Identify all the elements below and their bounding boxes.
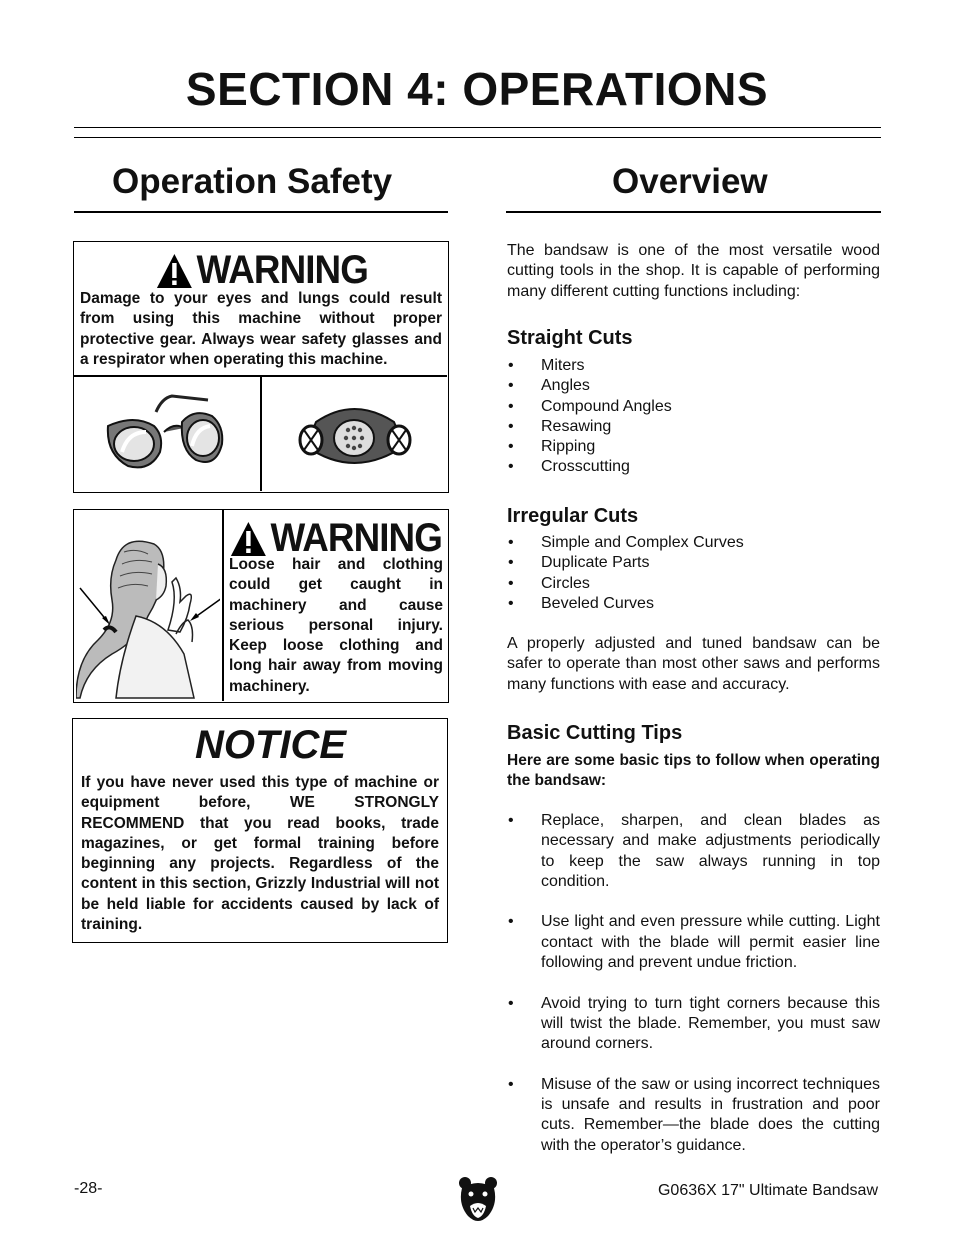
warning-title-2: WARNING bbox=[230, 516, 442, 561]
list-item: • Replace, sharpen, and clean blades as necessary and make adjustments periodically to keep the saw always running in top condition. bbox=[507, 811, 880, 892]
operation-safety-heading: Operation Safety bbox=[112, 162, 393, 201]
list-item: • Beveled Curves bbox=[507, 594, 880, 614]
adjusted-bandsaw-text: A properly adjusted and tuned bandsaw can be safer to operate than most other saws and performs many functions with ease and accuracy. bbox=[507, 635, 880, 693]
left-heading-rule bbox=[74, 211, 448, 213]
respirator-icon bbox=[296, 400, 414, 472]
list-item: • Misuse of the saw or using incorrect techniques is unsafe and results in frustration and poor cuts. Remember—the blade does the cutting with the operator’s guidance. bbox=[507, 1075, 880, 1156]
warning-triangle-icon bbox=[230, 521, 267, 557]
safety-glasses-icon bbox=[100, 392, 230, 472]
list-item: • Circles bbox=[507, 574, 880, 594]
basic-cutting-tips-heading: Basic Cutting Tips bbox=[507, 722, 683, 744]
straight-cuts-list bbox=[507, 356, 880, 478]
irregular-cuts-heading: Irregular Cuts bbox=[507, 505, 639, 527]
warning-triangle-icon bbox=[156, 253, 193, 289]
list-item: • Ripping bbox=[507, 437, 880, 457]
page-number: -28- bbox=[74, 1180, 103, 1197]
list-item: • Use light and even pressure while cutting. Light contact with the blade will permit easier line following and prevent undue friction. bbox=[507, 912, 880, 973]
notice-box bbox=[72, 718, 448, 943]
footer-model-name: G0636X 17" Ultimate Bandsaw bbox=[657, 1182, 878, 1199]
warning-box-protective-gear bbox=[73, 241, 449, 493]
section-title: SECTION 4: OPERATIONS bbox=[185, 63, 769, 115]
tips-intro: Here are some basic tips to follow when operating the bandsaw: bbox=[507, 752, 880, 790]
overview-intro: The bandsaw is one of the most versatile wood cutting tools in the shop. It is capable of performing many different cutting functions including: bbox=[507, 242, 880, 300]
warning-text-protective-gear: Damage to your eyes and lungs could result from using this machine without proper protective gear. Always wear safety glasses and a respirator when operating this machine. bbox=[80, 290, 442, 368]
grizzly-bear-logo-icon bbox=[458, 1176, 498, 1224]
list-item: • Crosscutting bbox=[507, 457, 880, 477]
list-item: • Simple and Complex Curves bbox=[507, 533, 880, 553]
cutting-tips-list bbox=[507, 811, 880, 1176]
list-item: • Compound Angles bbox=[507, 397, 880, 417]
title-rule-top bbox=[74, 127, 881, 128]
warning-title: WARNING bbox=[156, 248, 368, 293]
list-item: • Avoid trying to turn tight corners because this will twist the blade. Remember, you must saw around corners. bbox=[507, 994, 880, 1055]
warning-box-loose-clothing bbox=[73, 509, 449, 703]
warning-text-loose-clothing: Loose hair and clothing could get caught in machinery and cause serious personal injury. Keep loose clothing and long hair away from moving machinery. bbox=[229, 556, 443, 695]
list-item: • Angles bbox=[507, 376, 880, 396]
straight-cuts-heading: Straight Cuts bbox=[507, 327, 633, 349]
list-item: • Miters bbox=[507, 356, 880, 376]
overview-heading: Overview bbox=[612, 162, 768, 201]
notice-text: If you have never used this type of machine or equipment before, WE STRONGLY RECOMMEND that you read books, trade magazines, or get formal training before beginning any projects. Regardless of the content in this section, Grizzly Industrial will not be held liable for accidents caused by lack of training. bbox=[81, 774, 439, 934]
irregular-cuts-list bbox=[507, 533, 880, 614]
notice-title: NOTICE bbox=[195, 723, 347, 767]
title-rule-bottom bbox=[74, 137, 881, 138]
long-hair-person-illustration bbox=[76, 530, 220, 700]
list-item: • Duplicate Parts bbox=[507, 553, 880, 573]
list-item: • Resawing bbox=[507, 417, 880, 437]
right-heading-rule bbox=[506, 211, 881, 213]
